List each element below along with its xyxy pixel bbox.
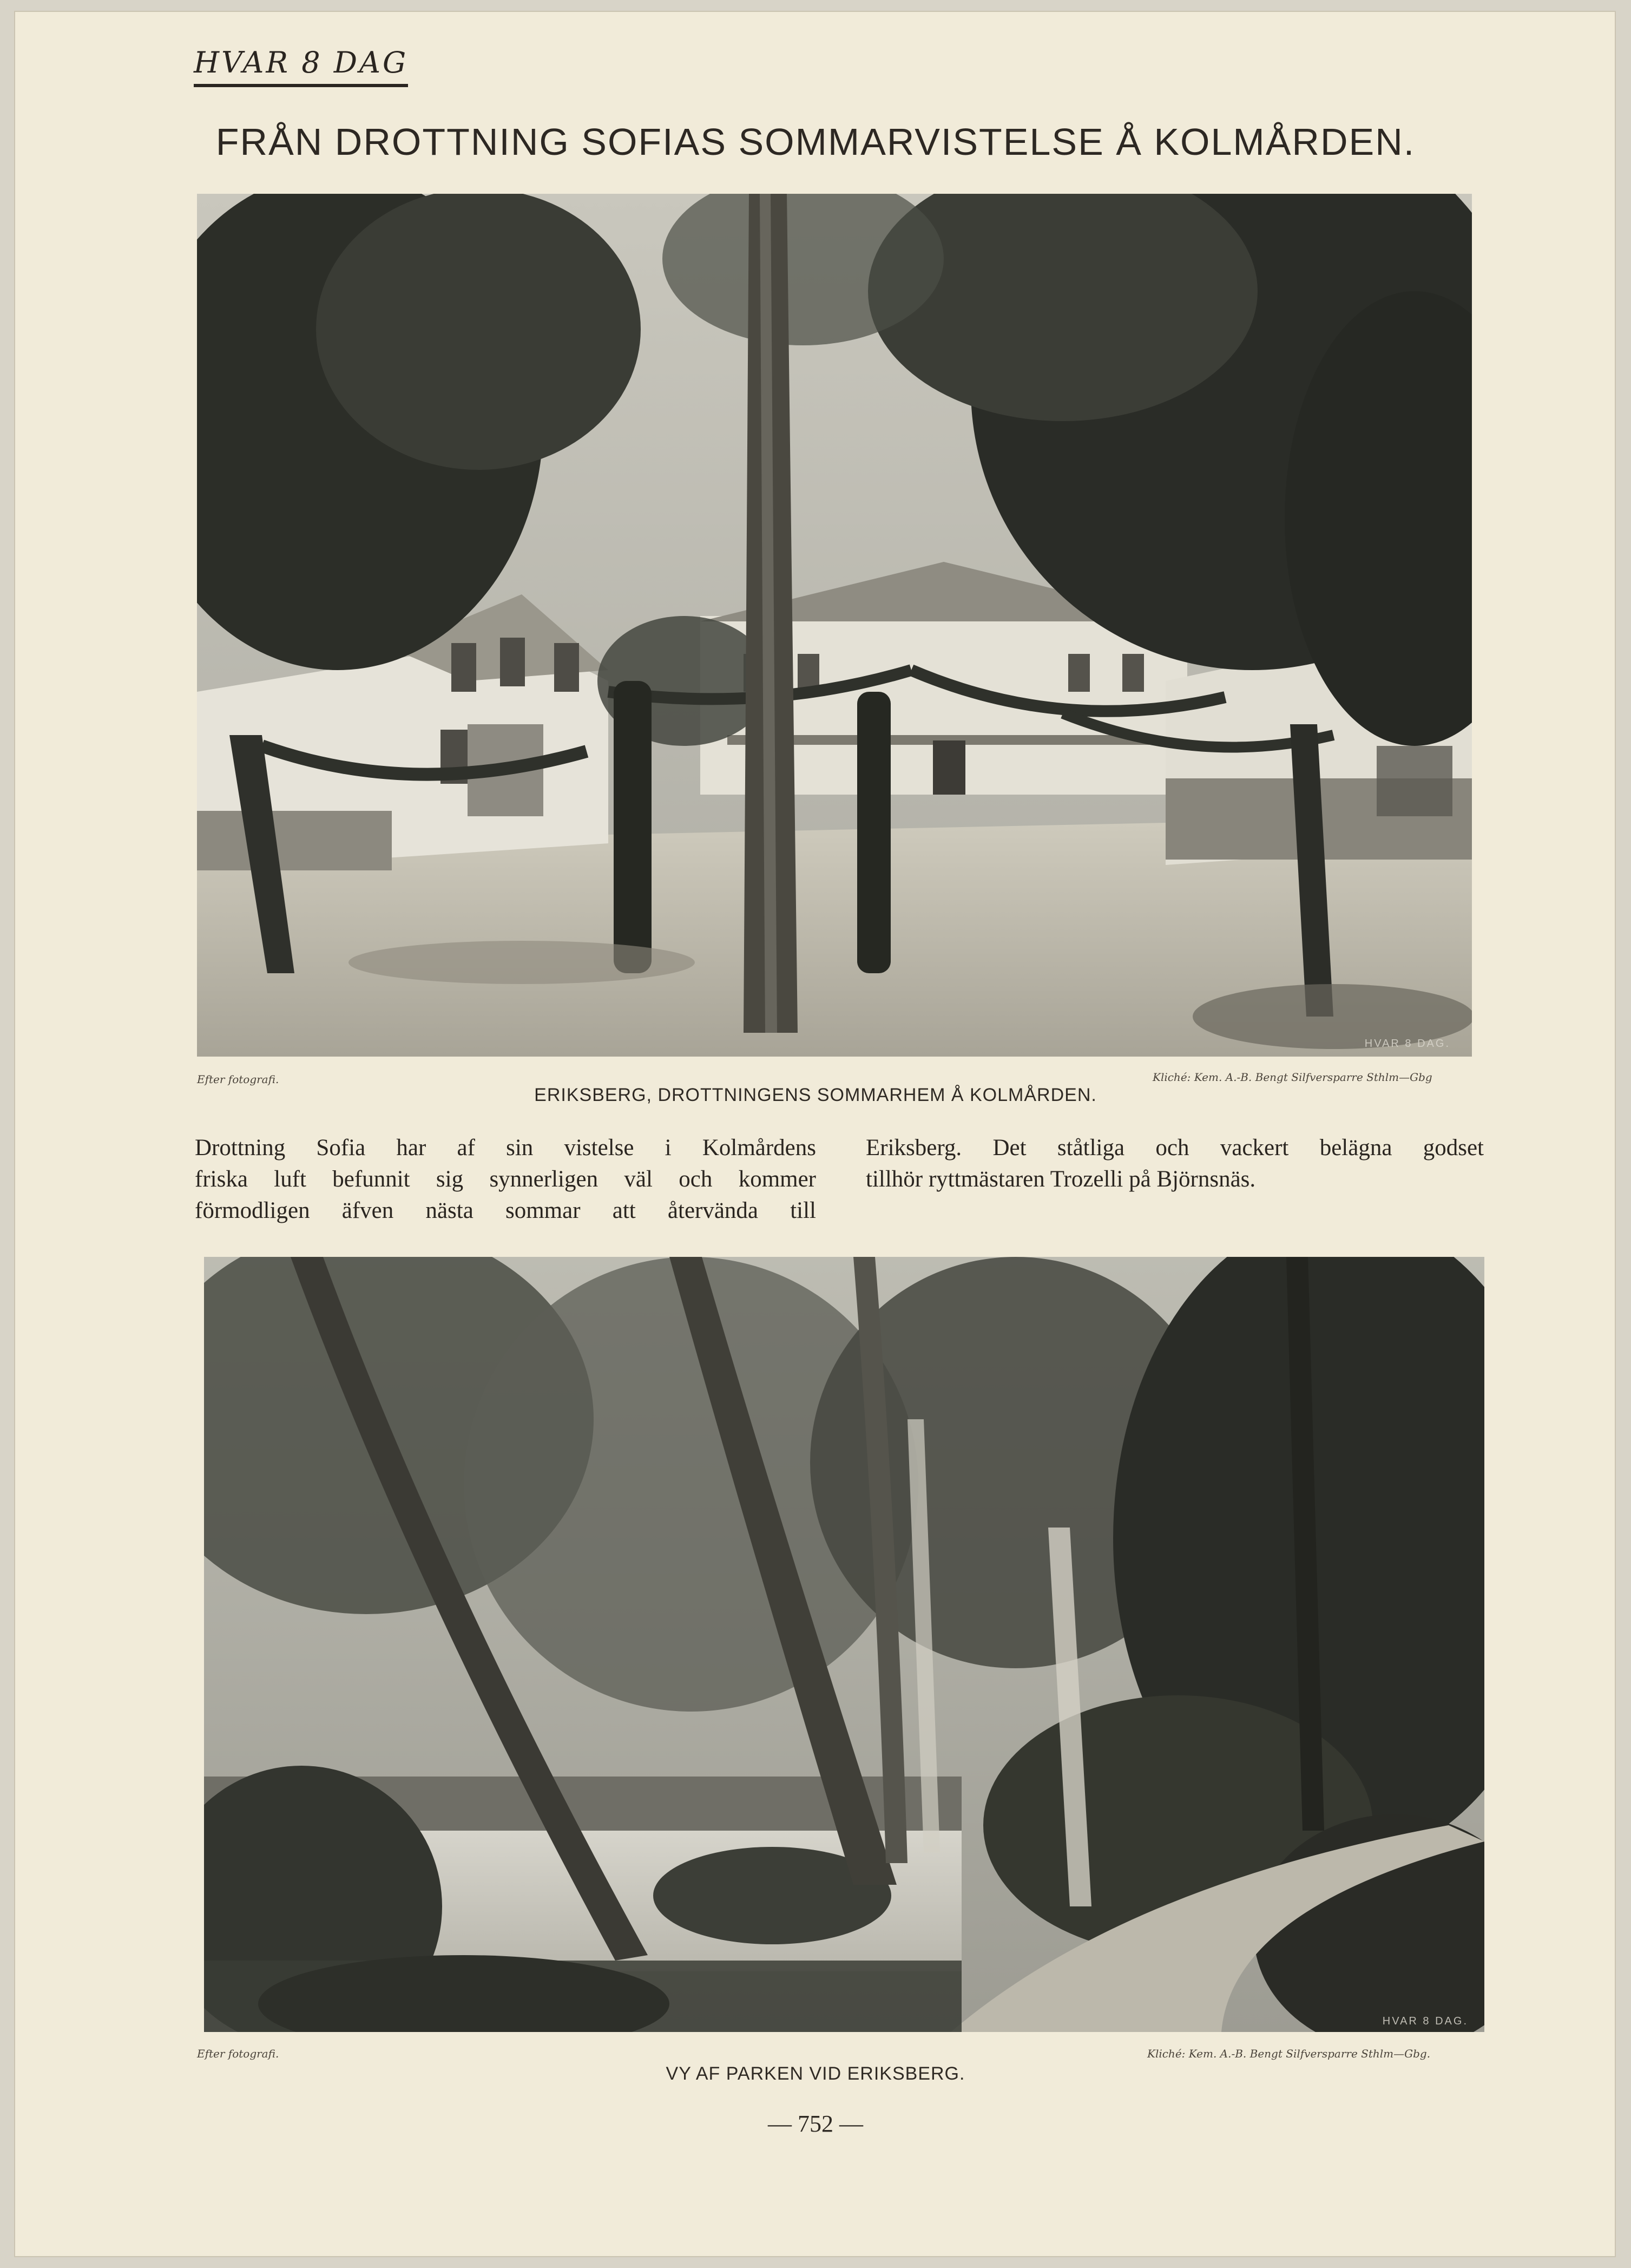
photo-credit-right: Kliché: Kem. A.-B. Bengt Silfversparre Sthlm—Gbg (1153, 1071, 1432, 1084)
body-line: förmodligen äfven nästa sommar att återvända till (195, 1198, 816, 1223)
body-line: Eriksberg. Det ståtliga och vackert belägna godset (866, 1135, 1484, 1161)
body-line: Drottning Sofia har af sin vistelse i Kolmårdens (195, 1135, 816, 1161)
body-line: tillhör ryttmästaren Trozelli på Björnsnäs. (866, 1166, 1256, 1192)
photo-eriksberg-courtyard (197, 194, 1472, 1057)
photo-watermark: HVAR 8 DAG. (1364, 1038, 1450, 1050)
photo-credit-right: Kliché: Kem. A.-B. Bengt Silfversparre Sthlm—Gbg. (1147, 2047, 1431, 2060)
page-title: FRÅN DROTTNING SOFIAS SOMMARVISTELSE Å KOLMÅRDEN. (215, 121, 1416, 163)
photo-caption: VY AF PARKEN VID ERIKSBERG. (666, 2063, 965, 2084)
body-line: friska luft befunnit sig synnerligen väl och kommer (195, 1166, 816, 1192)
body-text-right (866, 1132, 1484, 1195)
photo-watermark: HVAR 8 DAG. (1382, 2015, 1468, 2027)
photo-credit-left: Efter fotografi. (197, 2047, 279, 2060)
photo-credit-left: Efter fotografi. (197, 1073, 279, 1086)
page-number: — 752 — (768, 2110, 863, 2137)
courtyard-illustration (197, 194, 1472, 1057)
photo-eriksberg-park (204, 1257, 1484, 2032)
photo-caption: ERIKSBERG, DROTTNINGENS SOMMARHEM Å KOLMÅRDEN. (534, 1085, 1097, 1105)
park-illustration (204, 1257, 1484, 2032)
masthead: HVAR 8 DAG (194, 45, 408, 87)
body-text-left (195, 1132, 816, 1227)
